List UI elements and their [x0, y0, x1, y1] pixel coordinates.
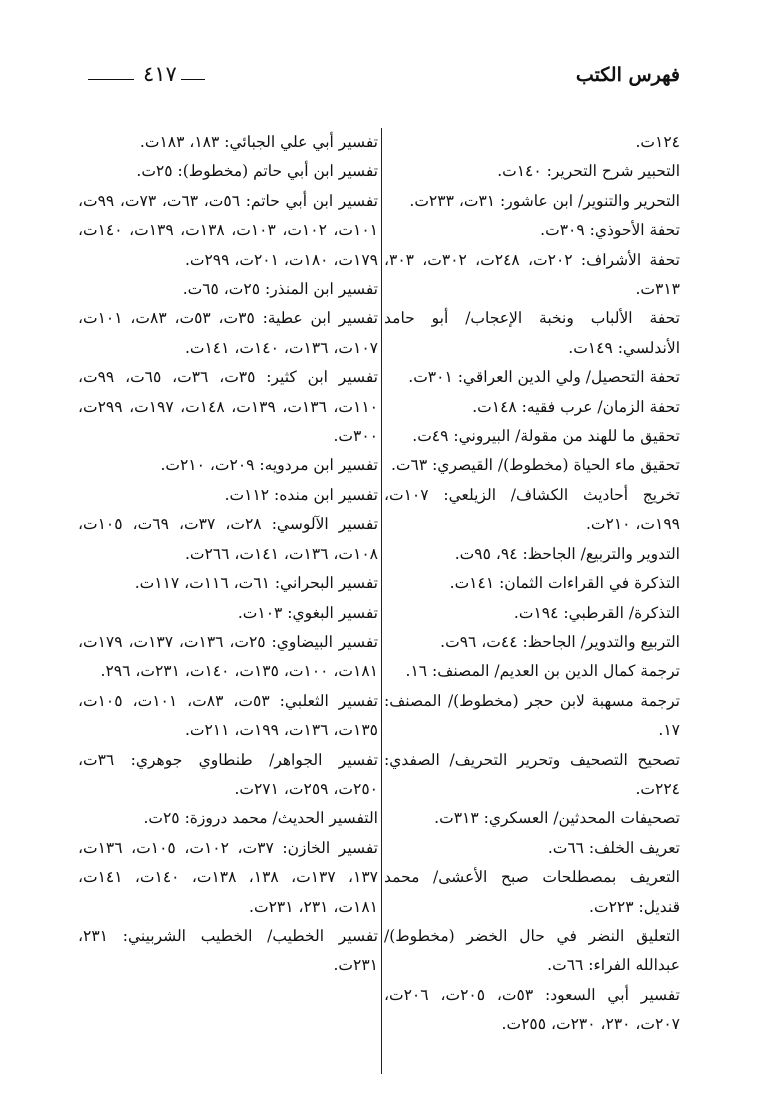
index-entry: تعريف الخلف: ٦٦ت.: [547, 838, 680, 857]
index-entry: تفسير الآلوسي: ٢٨ت، ٣٧ت، ٦٩ت، ١٠٥ت، ١٠٨ت، ١٣٦ت، ١٤١ت، ٢٦٦ت.: [78, 515, 379, 563]
index-column-right: [384, 128, 680, 1040]
index-entry: تفسير أبي علي الجبائي: ١٨٣، ١٨٣ت.: [139, 133, 378, 151]
index-entry: التذكرة/ القرطبي: ١٩٤ت.: [513, 603, 680, 622]
index-entry: تفسير ابن منده: ١١٢ت.: [224, 485, 378, 504]
column-divider: [381, 128, 382, 1074]
index-entry: التحبير شرح التحرير: ١٤٠ت.: [497, 162, 680, 181]
index-entry: تفسير ابن أبي حاتم: ٥٦ت، ٦٣ت، ٧٣ت، ٩٩ت، ١٠١ت، ١٠٢ت، ١٠٣ت، ١٣٨ت، ١٣٩ت، ١٤٠ت، ١٧٩ت، ١٨٠ت، ٢٠١ت، ٢٩٩ت.: [78, 191, 378, 269]
index-entry: ١٢٤ت.: [635, 133, 680, 151]
index-entry: تحفة الألباب ونخبة الإعجاب/ أبو حامد الأندلسي: ١٤٩ت.: [384, 309, 680, 357]
index-entry: تفسير ابن عطية: ٣٥ت، ٥٣ت، ٨٣ت، ١٠١ت، ١٠٧ت، ١٣٦ت، ١٤٠ت، ١٤١ت.: [78, 309, 378, 357]
index-entry: ترجمة كمال الدين بن العديم/ المصنف: ١٦.: [405, 662, 680, 681]
index-entry: التعليق النضر في حال الخضر (مخطوط)/ عبدالله الفراء: ٦٦ت.: [384, 926, 680, 975]
index-entry: تفسير البحراني: ٦١ت، ١١٦ت، ١١٧ت.: [134, 574, 378, 593]
index-entry: ترجمة مسهبة لابن حجر (مخطوط)/ المصنف: ١٧.: [384, 691, 680, 740]
index-entry: تحفة الأحوذي: ٣٠٩ت.: [540, 221, 680, 240]
index-entry: تفسير البيضاوي: ٢٥ت، ١٣٦ت، ١٣٧ت، ١٧٩ت، ١٨١ت، ١٠٠ت، ١٣٥ت، ١٤٠ت، ٢٣١ت، ٢٩٦.: [78, 632, 378, 681]
index-entry: تحقيق ما للهند من مقولة/ البيروني: ٤٩ت.: [412, 427, 680, 446]
running-title: فهرس الكتب: [575, 64, 680, 86]
index-entry: التدوير والتربيع/ الجاحظ: ٩٤، ٩٥ت.: [454, 544, 680, 563]
index-entry: تفسير الثعلبي: ٥٣ت، ٨٣ت، ١٠١ت، ١٠٥ت، ١٣٥ت، ١٣٦ت، ١٩٩ت، ٢١١ت.: [78, 691, 378, 740]
index-entry: تحقيق ماء الحياة (مخطوط)/ القيصري: ٦٣ت.: [390, 456, 680, 475]
index-entry: التعريف بمصطلحات صبح الأعشى/ محمد قنديل: ٢٢٣ت.: [384, 868, 680, 916]
index-entry: تفسير الخطيب/ الخطيب الشربيني: ٢٣١، ٢٣١ت.: [78, 926, 378, 975]
index-entry: تصحيفات المحدثين/ العسكري: ٣١٣ت.: [434, 809, 680, 828]
header-rule: [181, 79, 205, 80]
header-rule: [88, 79, 134, 80]
index-entry: تفسير ابن مردويه: ٢٠٩ت، ٢١٠ت.: [160, 456, 378, 475]
page-number: ٤١٧: [143, 62, 177, 86]
index-entry: تفسير ابن كثير: ٣٥ت، ٣٦ت، ٦٥ت، ٩٩ت، ١١٠ت، ١٣٦ت، ١٣٩ت، ١٤٨ت، ١٩٧ت، ٢٩٩ت، ٣٠٠ت.: [78, 368, 378, 446]
index-entry: تحفة التحصيل/ ولي الدين العراقي: ٣٠١ت.: [408, 368, 680, 387]
index-entry: التفسير الحديث/ محمد دروزة: ٢٥ت.: [143, 809, 378, 828]
index-entry: التربيع والتدوير/ الجاحظ: ٤٤ت، ٩٦ت.: [440, 632, 680, 651]
page-header: [88, 60, 680, 100]
index-entry: التحرير والتنوير/ ابن عاشور: ٣١ت، ٢٣٣ت.: [409, 191, 680, 210]
index-column-left: [78, 128, 378, 981]
index-entry: تفسير ابن أبي حاتم (مخطوط): ٢٥ت.: [136, 162, 378, 181]
index-entry: تفسير البغوي: ١٠٣ت.: [237, 603, 378, 622]
index-entry: تحفة الزمان/ عرب فقيه: ١٤٨ت.: [472, 397, 680, 416]
index-entry: تفسير أبي السعود: ٥٣ت، ٢٠٥ت، ٢٠٦ت، ٢٠٧ت، ٢٣٠، ٢٣٠ت، ٢٥٥ت.: [384, 985, 680, 1034]
index-entry: تخريج أحاديث الكشاف/ الزيلعي: ١٠٧ت، ١٩٩ت، ٢١٠ت.: [384, 485, 680, 534]
index-entry: التذكرة في القراءات الثمان: ١٤١ت.: [449, 574, 680, 593]
index-entry: تفسير الجواهر/ طنطاوي جوهري: ٣٦ت، ٢٥٠ت، ٢٥٩ت، ٢٧١ت.: [78, 750, 378, 798]
index-entry: تحفة الأشراف: ٢٠٢ت، ٢٤٨ت، ٣٠٢ت، ٣٠٣، ٣١٣ت.: [384, 250, 680, 299]
index-entry: تفسير ابن المنذر: ٢٥ت، ٦٥ت.: [182, 280, 378, 299]
index-entry: تفسير الخازن: ٣٧ت، ١٠٢ت، ١٠٥ت، ١٣٦ت، ١٣٧، ١٣٧ت، ١٣٨، ١٣٨ت، ١٤٠ت، ١٤١ت، ١٨١ت، ٢٣١، ٢٣١ت.: [78, 838, 379, 916]
index-entry: تصحيح التصحيف وتحرير التحريف/ الصفدي: ٢٢٤ت.: [384, 750, 680, 798]
